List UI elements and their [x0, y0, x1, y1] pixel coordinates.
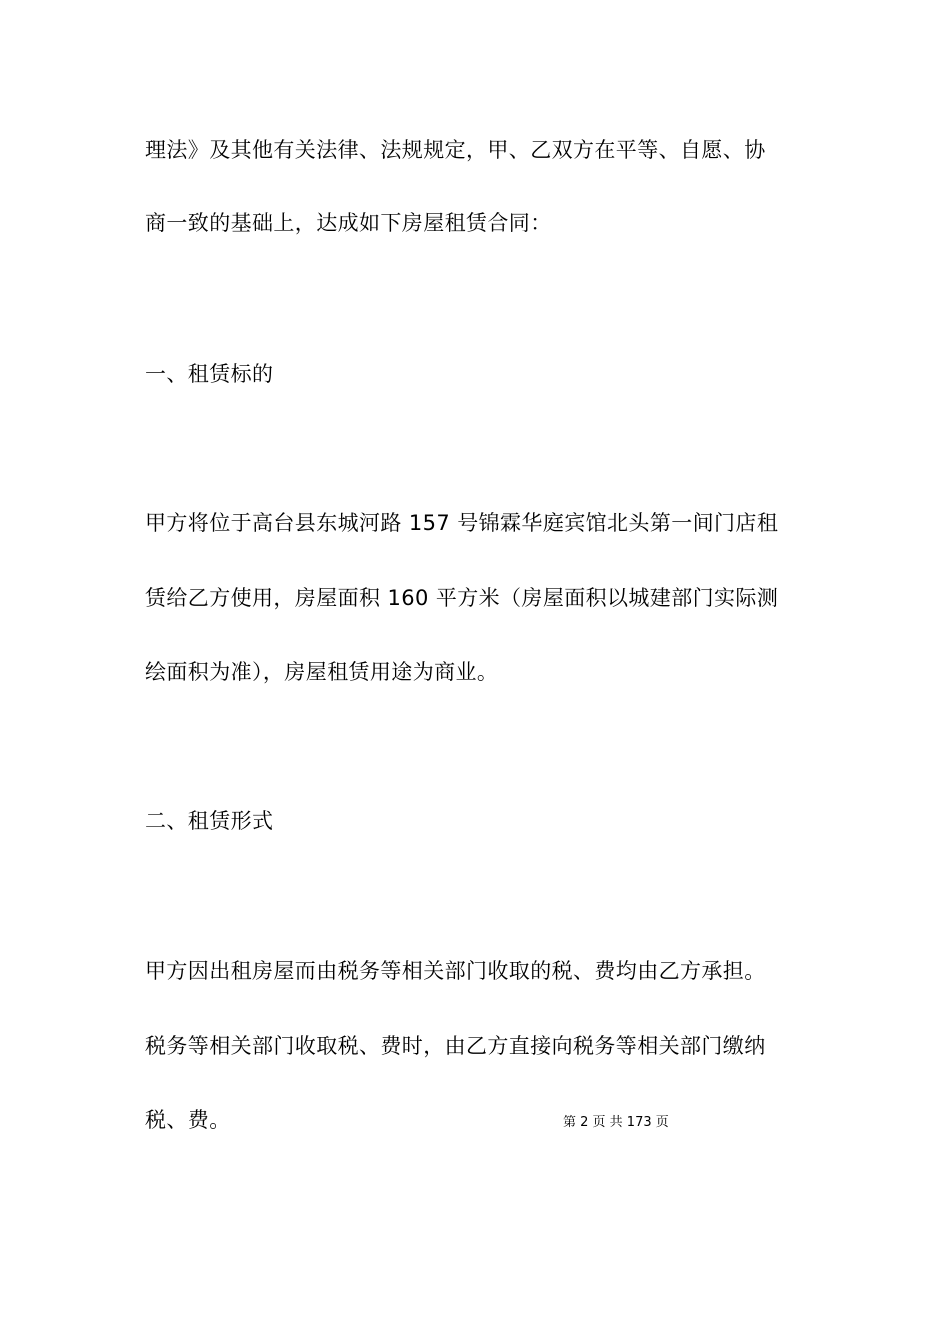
section-1-line-1: 甲方将位于高台县东城河路 157 号锦霖华庭宾馆北头第一间门店租 [145, 511, 779, 535]
section-1-line-3: 绘面积为准），房屋租赁用途为商业。 [145, 660, 499, 684]
section-1-line-2: 赁给乙方使用，房屋面积 160 平方米（房屋面积以城建部门实际测 [145, 586, 779, 610]
section-2-line-2: 税务等相关部门收取税、费时，由乙方直接向税务等相关部门缴纳 [145, 1034, 766, 1058]
intro-line-1: 理法》及其他有关法律、法规规定，甲、乙双方在平等、自愿、协 [145, 138, 766, 162]
section-2-line-1: 甲方因出租房屋而由税务等相关部门收取的税、费均由乙方承担。 [145, 959, 766, 983]
section-2-heading: 二、租赁形式 [145, 809, 274, 833]
intro-line-2: 商一致的基础上，达成如下房屋租赁合同： [145, 211, 552, 235]
section-1-heading: 一、租赁标的 [145, 362, 274, 386]
section-2-line-3: 税、费。 [145, 1108, 231, 1132]
page-number-footer: 第 2 页 共 173 页 [563, 1115, 669, 1130]
